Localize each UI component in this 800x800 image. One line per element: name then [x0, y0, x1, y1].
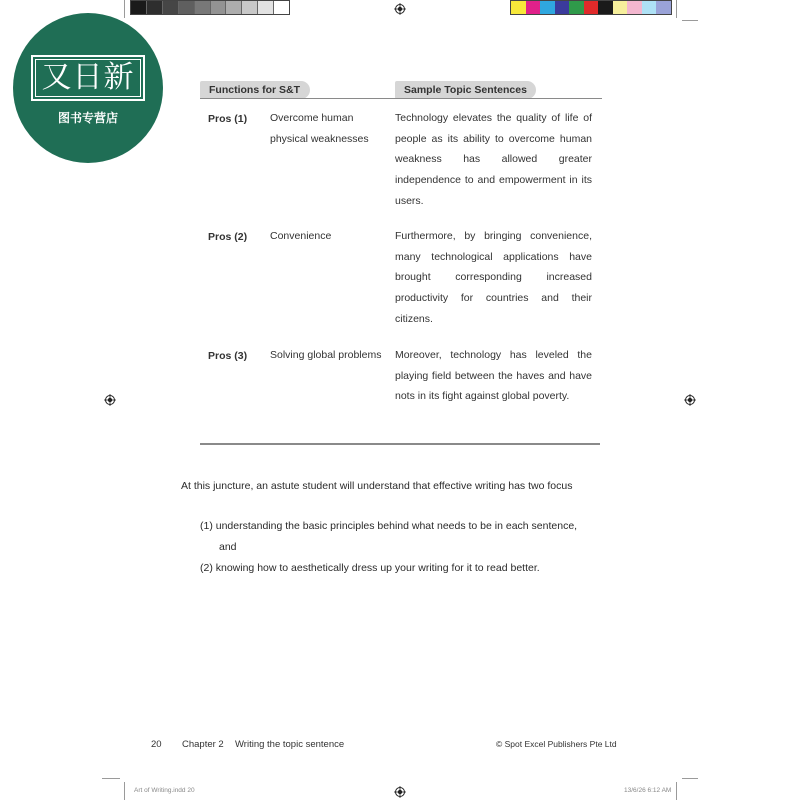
- color-swatch: [569, 1, 584, 14]
- registration-mark-right: [684, 394, 696, 406]
- color-swatch: [147, 1, 163, 14]
- color-swatch: [242, 1, 258, 14]
- color-swatch: [195, 1, 211, 14]
- color-swatch: [526, 1, 541, 14]
- crop-mark-bottom-left-h: [102, 778, 120, 779]
- chapter-label: Chapter 2: [182, 739, 224, 750]
- list-item-1-continuation: and: [219, 541, 237, 553]
- header-sample-sentences: Sample Topic Sentences: [395, 81, 536, 99]
- chapter-title: Writing the topic sentence: [235, 739, 345, 750]
- color-swatch: [226, 1, 242, 14]
- table-top-rule: [200, 98, 602, 99]
- logo-subtitle: 图书专营店: [57, 111, 118, 125]
- logo-title: 又日新: [41, 60, 135, 95]
- color-swatch: [274, 1, 289, 14]
- row-topic-sentence: Technology elevates the quality of life of people as its ability to overcome human weakness has allowed greater independence to and empowerment in its users.: [395, 112, 592, 207]
- list-item-2: (2) knowing how to aesthetically dress up your writing for it to read better.: [200, 562, 540, 574]
- crop-mark-bottom-right-h: [682, 778, 698, 779]
- list-item-1: (1) understanding the basic principles behind what needs to be in each sentence,: [200, 520, 578, 532]
- crop-mark-top-right: [676, 0, 677, 18]
- row-topic-sentence: Furthermore, by bringing convenience, many technological applications have brought corresponding increased productivity for countries and their citizens.: [395, 230, 592, 325]
- color-swatch: [211, 1, 227, 14]
- page-number: 20: [151, 739, 162, 750]
- process-color-bar: [510, 0, 672, 15]
- color-swatch: [656, 1, 671, 14]
- color-swatch: [555, 1, 570, 14]
- header-functions: Functions for S&T: [200, 81, 310, 99]
- color-swatch: [163, 1, 179, 14]
- color-swatch: [258, 1, 274, 14]
- row-function: Solving global problems: [270, 349, 382, 361]
- registration-mark-left: [104, 394, 116, 406]
- store-logo: [13, 13, 163, 163]
- row-label: Pros (1): [208, 113, 248, 125]
- color-swatch: [613, 1, 628, 14]
- slug-filename: Art of Writing.indd 20: [134, 787, 195, 794]
- row-label: Pros (3): [208, 350, 248, 362]
- row-label: Pros (2): [208, 231, 248, 243]
- color-swatch: [540, 1, 555, 14]
- color-swatch: [627, 1, 642, 14]
- crop-mark-top-right-h: [682, 20, 698, 21]
- registration-mark-top: [394, 3, 406, 15]
- color-swatch: [511, 1, 526, 14]
- row-function: Overcome human physical weaknesses: [270, 112, 369, 145]
- table-bottom-rule: [200, 443, 600, 445]
- grayscale-color-bar: [130, 0, 290, 15]
- crop-mark-bottom-right-v: [676, 782, 677, 800]
- color-swatch: [131, 1, 147, 14]
- color-swatch: [584, 1, 599, 14]
- crop-mark-top-left: [124, 0, 125, 18]
- row-topic-sentence: Moreover, technology has leveled the playing field between the haves and have nots in its fight against global poverty.: [395, 349, 592, 403]
- crop-mark-bottom-left-v: [124, 782, 125, 800]
- intro-paragraph: At this juncture, an astute student will understand that effective writing has two focus: [181, 480, 573, 492]
- copyright: © Spot Excel Publishers Pte Ltd: [496, 739, 617, 749]
- color-swatch: [642, 1, 657, 14]
- registration-mark-bottom: [394, 786, 406, 798]
- slug-timestamp: 13/6/26 6:12 AM: [624, 787, 672, 794]
- row-function: Convenience: [270, 230, 332, 242]
- color-swatch: [179, 1, 195, 14]
- color-swatch: [598, 1, 613, 14]
